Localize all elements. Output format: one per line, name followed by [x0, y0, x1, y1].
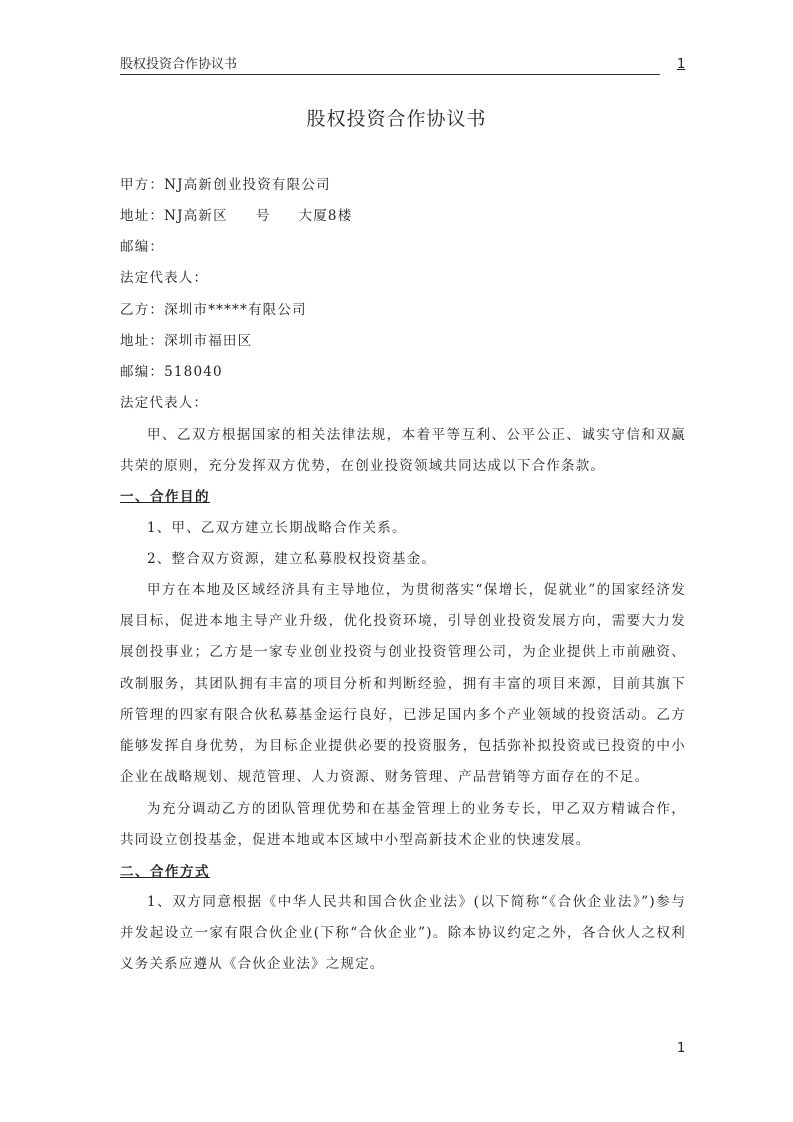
party-a-address: [120, 206, 352, 226]
party-b-address: 地址：深圳市福田区: [120, 333, 253, 349]
section1-item-2: 2、整合双方资源，建立私募股权投资基金。: [147, 551, 437, 567]
party-a-address-mid: 号: [255, 208, 271, 224]
section2-heading: 二、合作方式: [120, 864, 210, 880]
document-title: 股权投资合作协议书: [306, 108, 487, 130]
party-a-legal-rep: 法定代表人：: [120, 270, 209, 286]
party-a-address-prefix: 地址：NJ高新区: [120, 208, 228, 224]
header-title: 股权投资合作协议书: [120, 57, 238, 72]
section1-item-1: 1、甲、乙双方建立长期战略合作关系。: [147, 520, 407, 536]
party-b-name: 乙方：深圳市*****有限公司: [120, 302, 307, 318]
party-b-postcode: 邮编：518040: [120, 364, 223, 380]
party-a-address-suffix: 大厦8楼: [298, 208, 353, 224]
footer-page-number: 1: [677, 1041, 686, 1056]
party-a-name: 甲方：NJ高新创业投资有限公司: [120, 177, 331, 193]
page-header: [120, 56, 660, 75]
party-b-legal-rep: 法定代表人：: [120, 395, 209, 411]
header-page-number: 1: [677, 57, 686, 72]
preamble-paragraph: 甲、乙双方根据国家的相关法律法规，本着平等互利、公平公正、诚实守信和双赢共荣的原则，充分发挥双方优势，在创业投资领域共同达成以下合作条款。: [120, 427, 686, 475]
section1-paragraph-1: 甲方在本地及区域经济具有主导地位，为贯彻落实“保增长，促就业”的国家经济发展目标，促进本地主导产业升级，优化投资环境，引导创业投资发展方向，需要大力发展创投事业；乙方是一家专业创业投资与创业投资管理公司，为企业提供上市前融资、改制服务，其团队拥有丰富的项目分析和判断经验，拥有丰富的项目来源，目前其旗下所管理的四家有限合伙私募基金运行良好，已涉足国内多个产业领域的投资活动。乙方能够发挥自身优势，为目标企业提供必要的投资服务，包括弥补拟投资或已投资的中小企业在战略规划、规范管理、人力资源、财务管理、产品营销等方面存在的不足。: [120, 582, 686, 786]
section1-heading: 一、合作目的: [120, 489, 210, 505]
section1-paragraph-2: 为充分调动乙方的团队管理优势和在基金管理上的业务专长，甲乙双方精诚合作，共同设立创投基金，促进本地或本区域中小型高新技术企业的快速发展。: [120, 801, 686, 849]
party-a-postcode: 邮编：: [120, 239, 165, 255]
section2-paragraph-1: 1、双方同意根据《中华人民共和国合伙企业法》(以下简称“《合伙企业法》”)参与并发起设立一家有限合伙企业(下称“合伙企业”)。除本协议约定之外，各合伙人之权利义务关系应遵从《合伙企业法》之规定。: [120, 894, 686, 973]
